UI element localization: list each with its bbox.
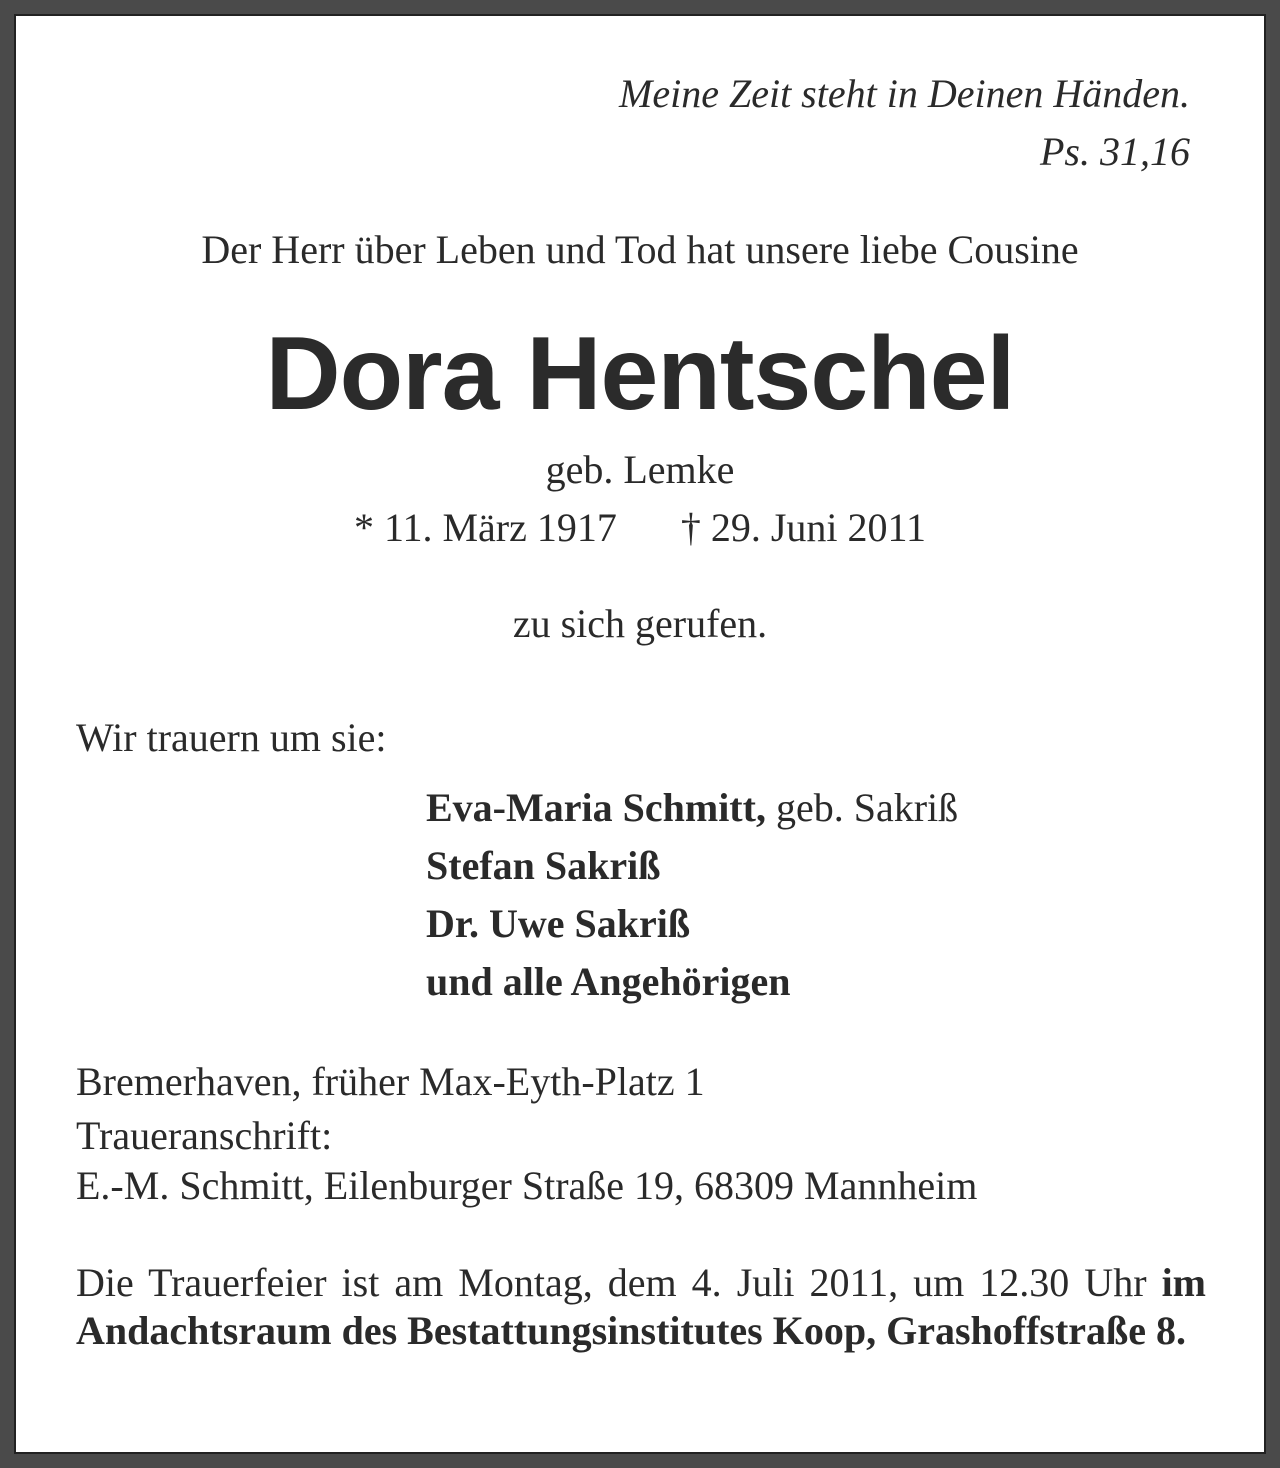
obituary-notice xyxy=(14,14,1266,1454)
called-text: zu sich gerufen. xyxy=(512,601,768,646)
mourner-line xyxy=(426,785,959,830)
address-line: Bremerhaven, früher Max-Eyth-Platz 1 xyxy=(76,1059,705,1104)
motto-reference: Ps. 31,16 xyxy=(1040,129,1190,174)
intro-text: Der Herr über Leben und Tod hat unsere liebe Cousine xyxy=(201,227,1079,272)
mourner-line xyxy=(426,843,661,888)
maiden-name: geb. Lemke xyxy=(545,447,735,492)
address-line: E.-M. Schmitt, Eilenburger Straße 19, 68309 Mannheim xyxy=(76,1163,978,1208)
ceremony-plain: Die Trauerfeier ist am Montag, dem 4. Juli 2011, um 12.30 Uhr xyxy=(76,1260,1162,1305)
mourner-name: Dr. Uwe Sakriß xyxy=(426,901,691,946)
motto-quote: Meine Zeit steht in Deinen Händen. xyxy=(619,71,1190,116)
address-label: Traueranschrift: xyxy=(76,1113,333,1158)
death-date: † 29. Juni 2011 xyxy=(680,505,927,550)
mourner-line xyxy=(426,901,691,946)
mourner-name: und alle Angehörigen xyxy=(426,959,791,1004)
mourner-name: Stefan Sakriß xyxy=(426,843,661,888)
mourning-intro: Wir trauern um sie: xyxy=(76,715,387,760)
mourner-suffix: geb. Sakriß xyxy=(765,785,959,830)
mourner-line xyxy=(426,959,791,1004)
ceremony-location: im Andachtsraum des Bestattungsinstitutes Koop, Grashoffstraße 8. xyxy=(76,1260,1206,1353)
birth-date: * 11. März 1917 xyxy=(353,505,617,550)
ceremony-text xyxy=(76,1259,1206,1355)
life-dates xyxy=(16,505,1264,550)
deceased-name: Dora Hentschel xyxy=(265,316,1015,432)
mourner-name: Eva-Maria Schmitt, xyxy=(426,785,766,830)
